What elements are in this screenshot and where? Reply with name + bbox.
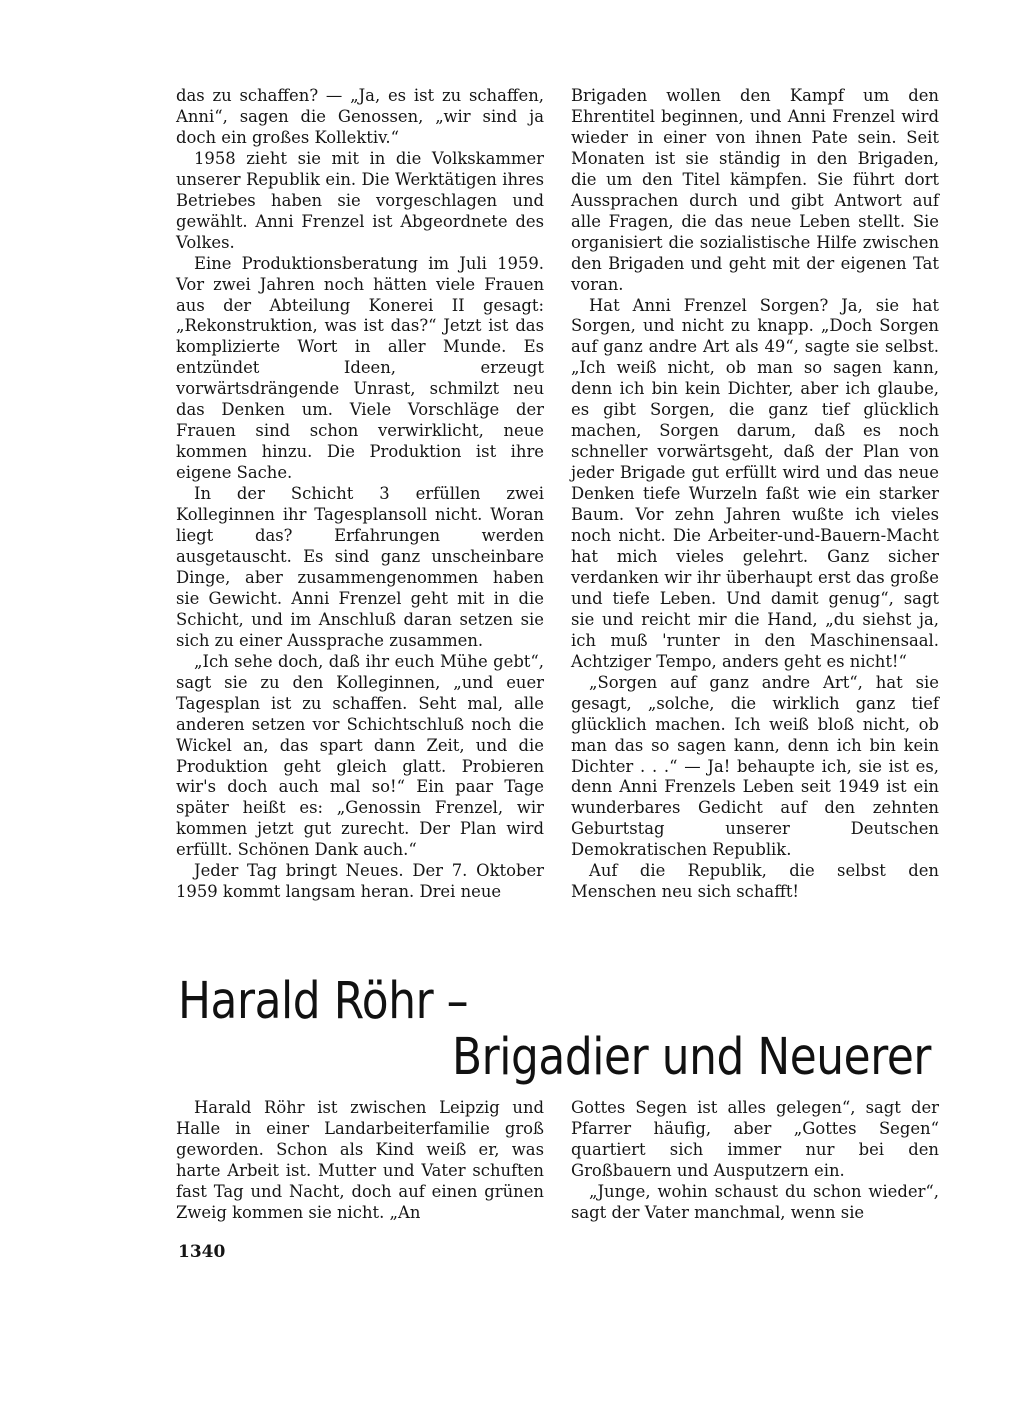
column-top-right [571,86,939,903]
page-number: 1340 [178,1242,226,1262]
paragraph: 1958 zieht sie mit in die Volkskammer unserer Republik ein. Die Werktätigen ihres Betriebes haben sie vorgeschlagen und gewählt. Anni Frenzel ist Abgeordnete des Volkes. [176,148,544,252]
paragraph: In der Schicht 3 erfüllen zwei Kolleginnen ihr Tagesplansoll nicht. Woran liegt das? Erfahrungen werden ausgetauscht. Es sind ganz unscheinbare Dinge, aber zusammengenommen haben sie Gewicht. Anni Frenzel geht mit in die Schicht, und im Anschluß daran setzen sie sich zu einer Aussprache zusammen. [176,484,544,650]
paragraph: Brigaden wollen den Kampf um den Ehrentitel beginnen, und Anni Frenzel wird wieder in einer von ihnen Pate sein. Seit Monaten ist sie ständig in den Brigaden, die um den Titel kämpfen. Sie führt dort Aussprachen durch und gibt Antwort auf alle Fragen, die das neue Leben stellt. Sie organisiert die sozialistische Hilfe zwischen den Brigaden und geht mit der eigenen Tat voran. [571,86,939,294]
paragraph: „Sorgen auf ganz andre Art“, hat sie gesagt, „solche, die wirklich ganz tief glücklich machen. Ich weiß bloß nicht, ob man das so sagen kann, denn ich bin kein Dichter . . .“ — Ja! behaupte ich, sie ist es, denn Anni Frenzels Leben seit 1949 ist ein wunderbares Gedicht auf den zehnten Geburtstag unserer Deutschen Demokratischen Republik. [571,672,939,860]
column-bottom-left [176,1098,544,1224]
paragraph: Gottes Segen ist alles gelegen“, sagt der Pfarrer häufig, aber „Gottes Segen“ quartiert sich immer nur bei den Großbauern und Ausputzern ein. [571,1098,939,1180]
column-bottom-right [571,1098,939,1224]
paragraph: das zu schaffen? — „Ja, es ist zu schaffen, Anni“, sagen die Genossen, „wir sind ja doch ein großes Kollektiv.“ [176,86,544,147]
paragraph: „Ich sehe doch, daß ihr euch Mühe gebt“, sagt sie zu den Kolleginnen, „und euer Tagesplan ist zu schaffen. Seht mal, alle anderen setzen vor Schichtschluß noch die Wickel an, das spart dann Zeit, und die Produktion geht gleich glatt. Probieren wir's doch auch mal so!“ Ein paar Tage später heißt es: „Genossin Frenzel, wir kommen jetzt gut zurecht. Der Plan wird erfüllt. Schönen Dank auch.“ [176,651,544,860]
paragraph: Auf die Republik, die selbst den Menschen neu sich schafft! [571,861,939,902]
article-title-line-2: Brigadier und Neuerer [452,1028,932,1087]
column-top-left [176,86,544,903]
paragraph: Jeder Tag bringt Neues. Der 7. Oktober 1959 kommt langsam heran. Drei neue [176,861,544,902]
paragraph: Eine Produktionsberatung im Juli 1959. Vor zwei Jahren noch hätten viele Frauen aus der Abteilung Konerei II gesagt: „Rekonstruktion, was ist das?“ Jetzt ist das komplizierte Wort in aller Munde. Es entzündet Ideen, erzeugt vorwärtsdrängende Unrast, schmilzt neu das Denken um. Viele Vorschläge der Frauen sind schon verwirklicht, neue kommen hinzu. Die Produktion ist ihre eigene Sache. [176,253,544,483]
paragraph: Harald Röhr ist zwischen Leipzig und Halle in einer Landarbeiterfamilie groß geworden. Schon als Kind weiß er, was harte Arbeit ist. Mutter und Vater schuften fast Tag und Nacht, doch auf einen grünen Zweig kommen sie nicht. „An [176,1098,544,1222]
paragraph: „Junge, wohin schaust du schon wieder“, sagt der Vater manchmal, wenn sie [571,1181,939,1222]
paragraph: Hat Anni Frenzel Sorgen? Ja, sie hat Sorgen, und nicht zu knapp. „Doch Sorgen auf ganz andre Art als 49“, sagte sie selbst. „Ich weiß nicht, ob man so sagen kann, denn ich bin kein Dichter, aber ich glaube, es gibt Sorgen, die ganz tief glücklich machen, Sorgen darum, daß es noch schneller vorwärtsgeht, daß der Plan von jeder Brigade gut erfüllt wird und das neue Denken tiefe Wurzeln faßt wie ein starker Baum. Vor zehn Jahren wußte ich vieles noch nicht. Die Arbeiter-und-Bauern-Macht hat mich vieles gelehrt. Ganz sicher verdanken wir ihr überhaupt erst das große und tiefe Leben. Und damit genug“, sagt sie und reicht mir die Hand, „du siehst ja, ich muß 'runter in den Maschinensaal. Achtziger Tempo, anders geht es nicht!“ [571,295,939,671]
article-title-line-1: Harald Röhr – [178,972,469,1031]
